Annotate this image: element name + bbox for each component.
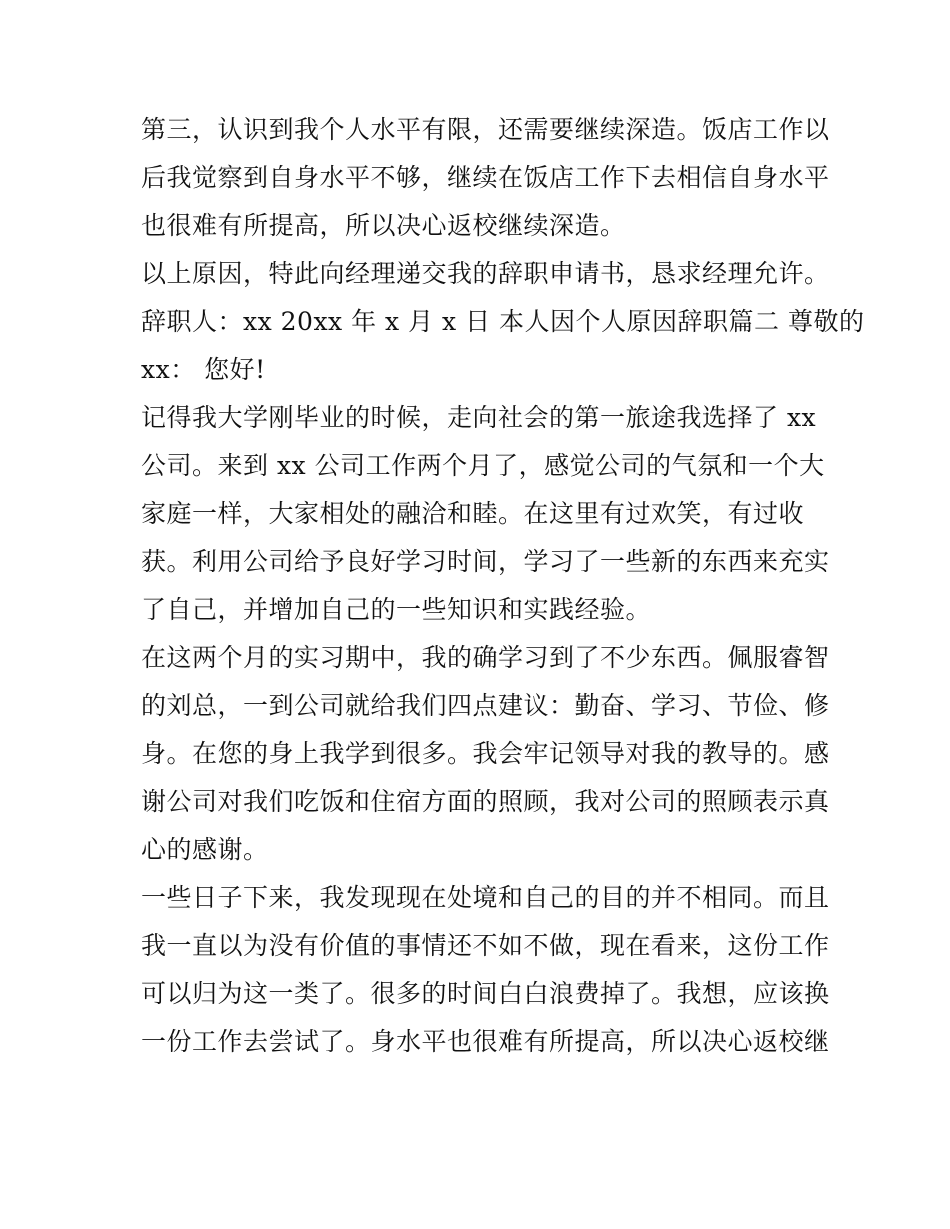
text-line: 心的感谢。 <box>141 835 269 864</box>
text-line: 我一直以为没有价值的事情还不如不做，现在看来，这份工作 <box>141 931 830 960</box>
text-line: 后我觉察到自身水平不够，继续在饭店工作下去相信自身水平 <box>141 163 830 192</box>
text-line: 身。在您的身上我学到很多。我会牢记领导对我的教导的。感 <box>141 739 830 768</box>
text-line: 的刘总，一到公司就给我们四点建议：勤奋、学习、节俭、修 <box>141 691 830 720</box>
text-line: 公司。来到 xx 公司工作两个月了，感觉公司的气氛和一个大 <box>141 451 825 480</box>
text-line: 一份工作去尝试了。身水平也很难有所提高，所以决心返校继 <box>141 1027 830 1056</box>
text-line: 获。利用公司给予良好学习时间，学习了一些新的东西来充实 <box>141 547 830 576</box>
text-line: 可以归为这一类了。很多的时间白白浪费掉了。我想，应该换 <box>141 979 830 1008</box>
text-line: 以上原因，特此向经理递交我的辞职申请书，恳求经理允许。 <box>141 259 830 288</box>
text-line: 也很难有所提高，所以决心返校继续深造。 <box>141 211 626 240</box>
text-line: 第三，认识到我个人水平有限，还需要继续深造。饭店工作以 <box>141 115 830 144</box>
text-line: 了自己，并增加自己的一些知识和实践经验。 <box>141 595 652 624</box>
text-line: 在这两个月的实习期中，我的确学习到了不少东西。佩服睿智 <box>141 643 830 672</box>
text-line: 辞职人：xx 20xx 年 x 月 x 日 本人因个人原因辞职篇二 尊敬的 <box>141 307 865 336</box>
text-line: 谢公司对我们吃饭和住宿方面的照顾，我对公司的照顾表示真 <box>141 787 830 816</box>
document-text <box>141 106 865 1066</box>
text-line: 家庭一样，大家相处的融洽和睦。在这里有过欢笑，有过收 <box>141 499 805 528</box>
text-line: 一些日子下来，我发现现在处境和自己的目的并不相同。而且 <box>141 883 830 912</box>
text-line: xx： 您好! <box>141 355 266 384</box>
text-line: 记得我大学刚毕业的时候，走向社会的第一旅途我选择了 xx <box>141 403 817 432</box>
